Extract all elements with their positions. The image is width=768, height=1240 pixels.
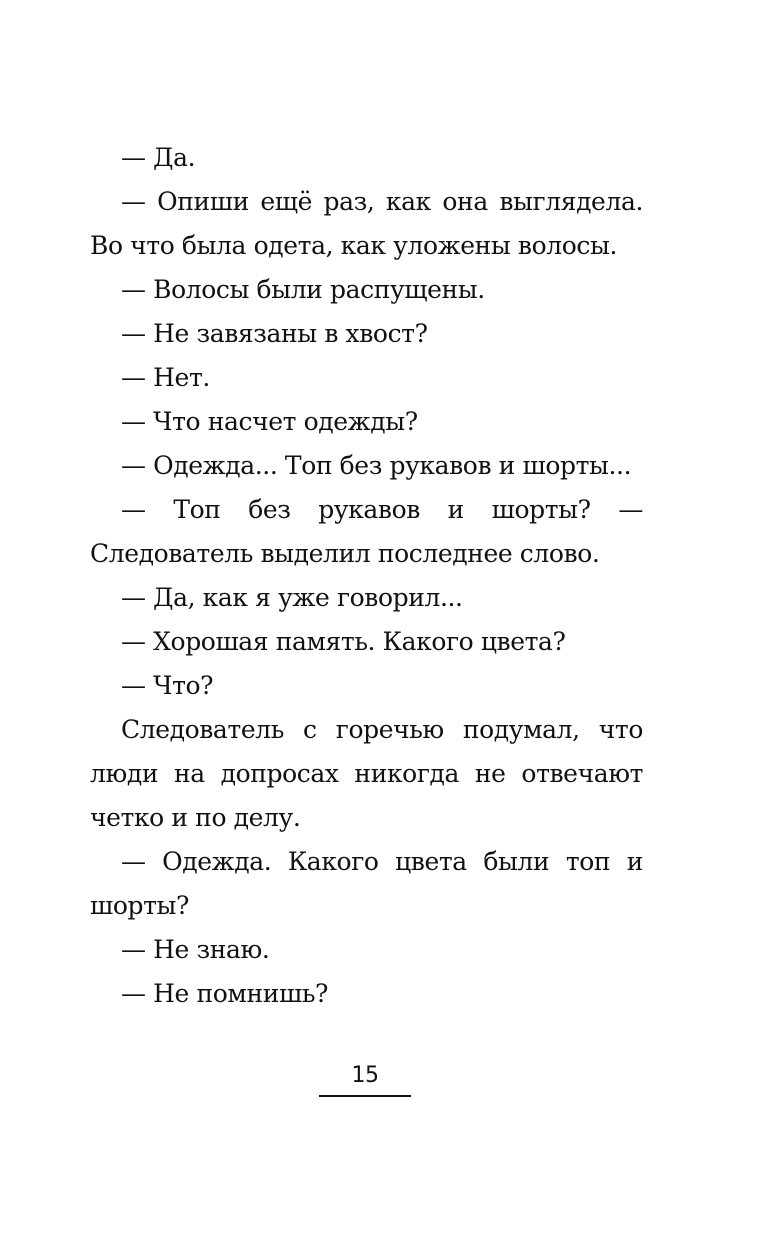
paragraph: Следователь с горечью подумал, что люди на допросах никогда не отвечают четко и по делу. [90,715,643,832]
paragraph: — Опиши ещё раз, как она выглядела. Во что была одета, как уложены волосы. [90,187,643,260]
paragraph: — Волосы были распущены. [121,275,485,304]
paragraph: — Что насчет одежды? [121,407,418,436]
page-body [90,136,643,1016]
paragraph: — Одежда... Топ без рукавов и шорты... [121,451,632,480]
paragraph: — Не помнишь? [121,979,329,1008]
paragraph: — Что? [121,671,214,700]
paragraph: — Не знаю. [121,935,270,964]
page-number-underline [319,1095,411,1097]
paragraph: — Да, как я уже говорил... [121,583,463,612]
page-footer [319,1062,411,1097]
page-number: 15 [351,1063,379,1088]
paragraph: — Нет. [121,363,210,392]
paragraph: — Одежда. Какого цвета были топ и шорты? [90,847,643,920]
paragraph: — Хорошая память. Какого цвета? [121,627,566,656]
paragraph: — Не завязаны в хвост? [121,319,428,348]
paragraph: — Да. [121,143,196,172]
paragraph: — Топ без рукавов и шорты? — Следователь выделил последнее слово. [90,495,643,568]
